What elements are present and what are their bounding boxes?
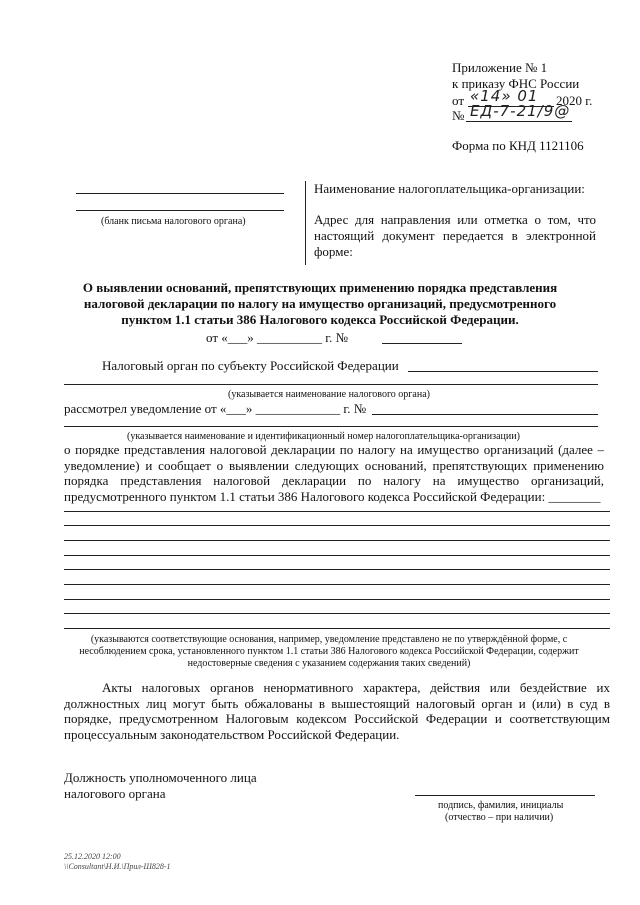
reason-line-8 xyxy=(64,613,610,614)
signature-caption-2: (отчество – при наличии) xyxy=(445,812,554,823)
reason-line-9 xyxy=(64,628,610,629)
letterhead-line-2 xyxy=(76,210,284,211)
reason-line-3 xyxy=(64,540,610,541)
reason-line-4 xyxy=(64,555,610,556)
reasons-caption-3: недостоверные сведения с указанием содержания таких сведений) xyxy=(187,658,471,669)
tax-authority-caption: (указывается наименование налогового органа) xyxy=(228,389,430,400)
reason-line-6 xyxy=(64,584,610,585)
reason-line-1 xyxy=(64,511,610,512)
reason-line-5 xyxy=(64,569,610,570)
appeal-paragraph: Акты налоговых органов ненормативного характера, действия или бездействие их должностных лиц могут быть обжалованы в вышестоящий налоговый орган и (или) в суд в порядке, предусмотренном Налоговым кодексом Российской Федерации и соответствующим процессуальным законодательством Российской Федерации. xyxy=(64,680,610,742)
reason-line-7 xyxy=(64,599,610,600)
reasons-caption-1: (указываются соответствующие основания, например, уведомление представлено не по утверждённой форме, с xyxy=(90,634,568,645)
letterhead-caption: (бланк письма налогового органа) xyxy=(101,216,246,227)
letterhead-line-1 xyxy=(76,193,284,194)
taxpayer-caption: (указывается наименование и идентификационный номер налогоплательщика-организации) xyxy=(127,431,520,442)
heading-number-underline xyxy=(382,343,462,344)
main-paragraph: о порядке представления налоговой декларации по налогу на имущество организаций (далее – уведомление) и сообщает о выявлении следующих оснований, препятствующих применению порядка представления налоговой декларации по налогу на имущество организаций, предусмотренного пунктом 1.1 статьи 386 Налогового кодекса Российской Федерации: ________ xyxy=(64,442,604,504)
appendix-date-year: 2020 г. xyxy=(556,93,593,108)
heading-line-1: О выявлении оснований, препятствующих применению порядка представления xyxy=(82,280,558,295)
heading-line-3: пунктом 1.1 статьи 386 Налогового кодекса Российской Федерации. xyxy=(121,312,519,327)
vertical-divider xyxy=(305,181,306,265)
position-line-1: Должность уполномоченного лица xyxy=(64,770,257,785)
appendix-date-prefix: от xyxy=(452,93,465,108)
appendix-date-handwritten: «14» 01 xyxy=(470,87,539,105)
appendix-num-prefix: № xyxy=(452,108,465,123)
taxpayer-name-label: Наименование налогоплательщика-организации: xyxy=(314,181,585,196)
taxpayer-line xyxy=(64,426,598,427)
appendix-num-handwritten: ЕД-7-21/9@ xyxy=(470,102,571,120)
appendix-num-underline xyxy=(466,121,572,122)
address-text: Адрес для направления или отметка о том, что настоящий документ передается в электронной форме: xyxy=(314,212,596,259)
signature-caption-1: подпись, фамилия, инициалы xyxy=(438,800,564,811)
tax-authority-line-a xyxy=(408,371,598,372)
heading-line-2: налоговой декларации по налогу на имущество организаций, предусмотренного xyxy=(83,296,557,311)
footer-line-1: 25.12.2020 12:00 xyxy=(64,852,121,861)
footer-line-2: \\Consultant\Н.И.\Прил-Ш828-1 xyxy=(64,862,171,871)
heading-date-line: от «___» __________ г. № xyxy=(206,330,349,345)
position-line-2: налогового органа xyxy=(64,786,166,801)
form-code: Форма по КНД 1121106 xyxy=(452,138,584,153)
reason-line-2 xyxy=(64,525,610,526)
appendix-order: к приказу ФНС России xyxy=(452,76,580,91)
appendix-title: Приложение № 1 xyxy=(452,60,548,75)
reviewed-text: рассмотрел уведомление от «___» _____________ г. № xyxy=(64,401,367,416)
signature-line xyxy=(415,795,595,796)
reasons-caption-2: несоблюдением срока, установленного пунктом 1.1 статьи 386 Налогового кодекса Российской Федерации, содержит xyxy=(79,646,579,657)
tax-authority-label: Налоговый орган по субъекту Российской Федерации xyxy=(102,358,399,373)
tax-authority-line-b xyxy=(64,384,598,385)
reviewed-number-line xyxy=(372,414,598,415)
